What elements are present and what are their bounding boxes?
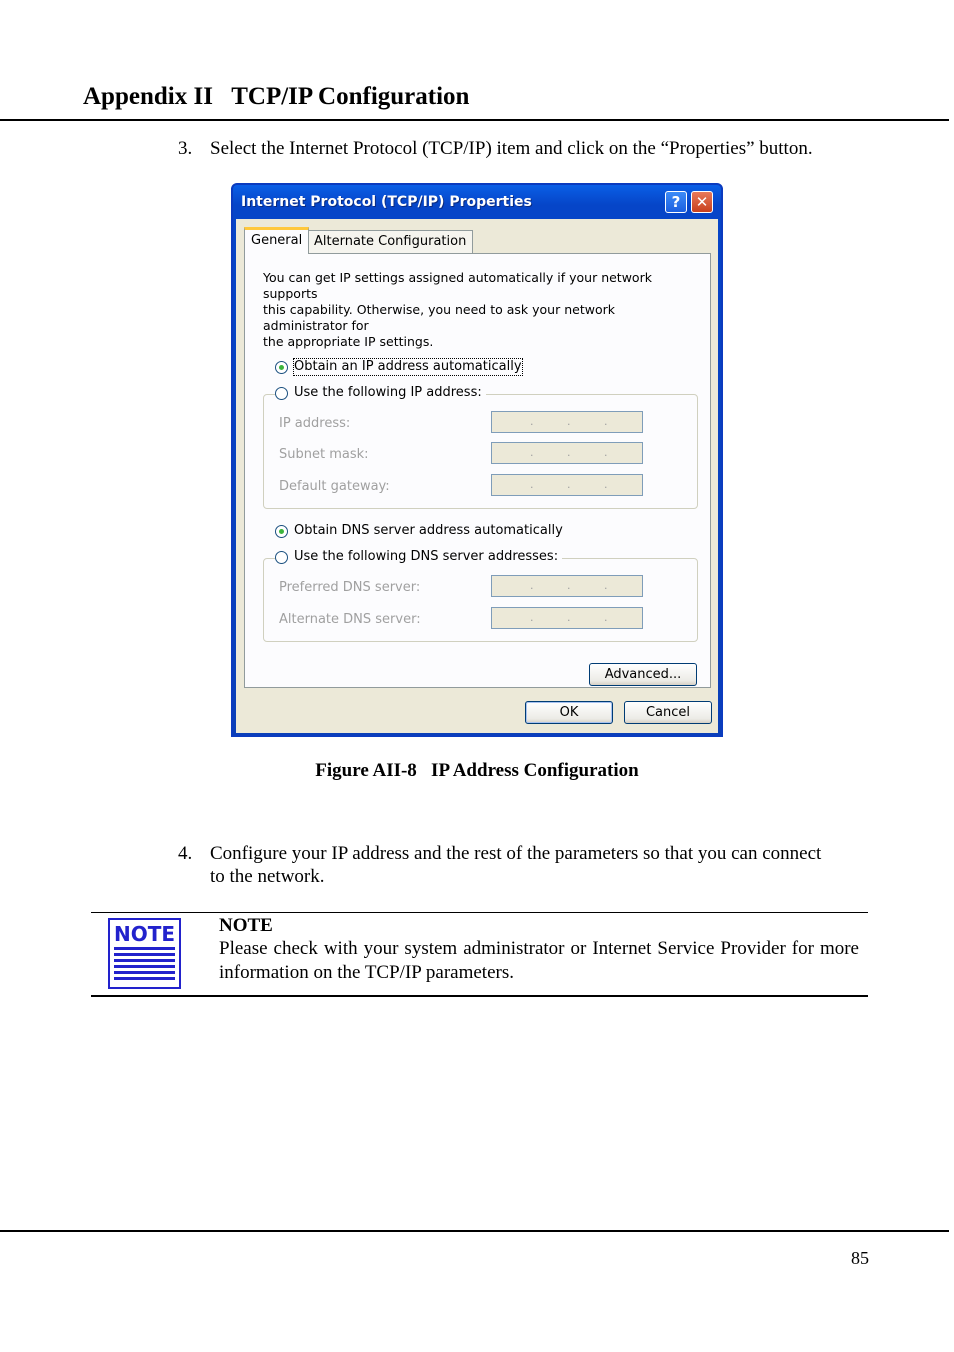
description-line: the appropriate IP settings. (263, 334, 434, 349)
ip-separator: . (530, 579, 534, 592)
note-title: NOTE (219, 915, 273, 936)
cancel-button[interactable]: Cancel (624, 701, 712, 724)
alternate-dns-input[interactable] (491, 607, 643, 629)
ip-separator: . (604, 579, 608, 592)
radio-label: Obtain an IP address automatically (294, 359, 522, 374)
radio-label: Obtain DNS server address automatically (294, 523, 563, 538)
description-line: this capability. Otherwise, you need to ask your network administrator for (263, 302, 615, 333)
default-gateway-input[interactable] (491, 474, 643, 496)
radio-checked-icon[interactable] (275, 361, 288, 374)
general-tab-panel (244, 253, 711, 688)
radio-unchecked-icon[interactable] (275, 387, 288, 400)
ok-button[interactable]: OK (525, 701, 613, 724)
step-text-line-2: to the network. (210, 866, 325, 887)
header-rule (0, 119, 949, 121)
ip-separator: . (604, 446, 608, 459)
subnet-mask-input[interactable] (491, 442, 643, 464)
preferred-dns-label: Preferred DNS server: (279, 580, 421, 595)
page-heading: Appendix II TCP/IP Configuration (83, 83, 470, 110)
description-line: You can get IP settings assigned automatically if your network supports (263, 270, 652, 301)
ip-separator: . (530, 478, 534, 491)
radio-label: Use the following IP address: (294, 385, 486, 401)
footer-rule (0, 1230, 949, 1232)
use-following-ip-radio[interactable] (275, 385, 482, 403)
preferred-dns-input[interactable] (491, 575, 643, 597)
radio-unchecked-icon[interactable] (275, 551, 288, 564)
ip-separator: . (567, 478, 571, 491)
ip-separator: . (567, 415, 571, 428)
step-text: Select the Internet Protocol (TCP/IP) item and click on the “Properties” button. (210, 138, 813, 159)
note-text: Please check with your system administrator or Internet Service Provider for more information on the TCP/IP parameters. (219, 938, 859, 983)
ip-separator: . (604, 415, 608, 428)
radio-checked-icon[interactable] (275, 525, 288, 538)
step-number: 4. (178, 843, 193, 864)
step-4 (178, 842, 878, 890)
use-following-dns-radio[interactable] (275, 549, 559, 567)
tab-alternate-configuration[interactable]: Alternate Configuration (307, 230, 473, 253)
ip-separator: . (530, 415, 534, 428)
ip-address-label: IP address: (279, 416, 351, 431)
alternate-dns-label: Alternate DNS server: (279, 612, 421, 627)
ip-address-input[interactable] (491, 411, 643, 433)
note-top-rule (91, 912, 868, 913)
subnet-mask-label: Subnet mask: (279, 447, 369, 462)
ip-separator: . (530, 446, 534, 459)
dialog-title-bar[interactable] (233, 185, 721, 219)
obtain-dns-auto-radio[interactable] (275, 525, 575, 541)
page-number: 85 (851, 1248, 869, 1268)
advanced-button[interactable]: Advanced... (589, 663, 697, 686)
tcpip-properties-dialog (231, 183, 723, 737)
dns-server-group (263, 558, 698, 642)
figure-caption: Figure AII-8 IP Address Configuration (315, 760, 639, 781)
ip-separator: . (567, 611, 571, 624)
close-icon[interactable]: ✕ (691, 191, 713, 213)
radio-label: Use the following DNS server addresses: (294, 549, 562, 565)
dialog-title: Internet Protocol (TCP/IP) Properties (241, 194, 532, 210)
note-icon (108, 918, 181, 989)
step-text-line-1: Configure your IP address and the rest of the parameters so that you can connect (210, 843, 822, 864)
dialog-client-area (236, 219, 718, 733)
description-text (263, 270, 693, 350)
ip-separator: . (567, 579, 571, 592)
step-number: 3. (178, 138, 193, 159)
ip-separator: . (530, 611, 534, 624)
help-icon[interactable]: ? (665, 191, 687, 213)
ip-separator: . (604, 478, 608, 491)
note-bottom-rule (91, 995, 868, 997)
obtain-ip-auto-radio[interactable] (275, 361, 575, 377)
step-3 (178, 137, 898, 161)
note-icon-text: NOTE (113, 922, 176, 946)
default-gateway-label: Default gateway: (279, 479, 390, 494)
tab-general[interactable]: General (244, 227, 309, 254)
ip-separator: . (567, 446, 571, 459)
ip-separator: . (604, 611, 608, 624)
